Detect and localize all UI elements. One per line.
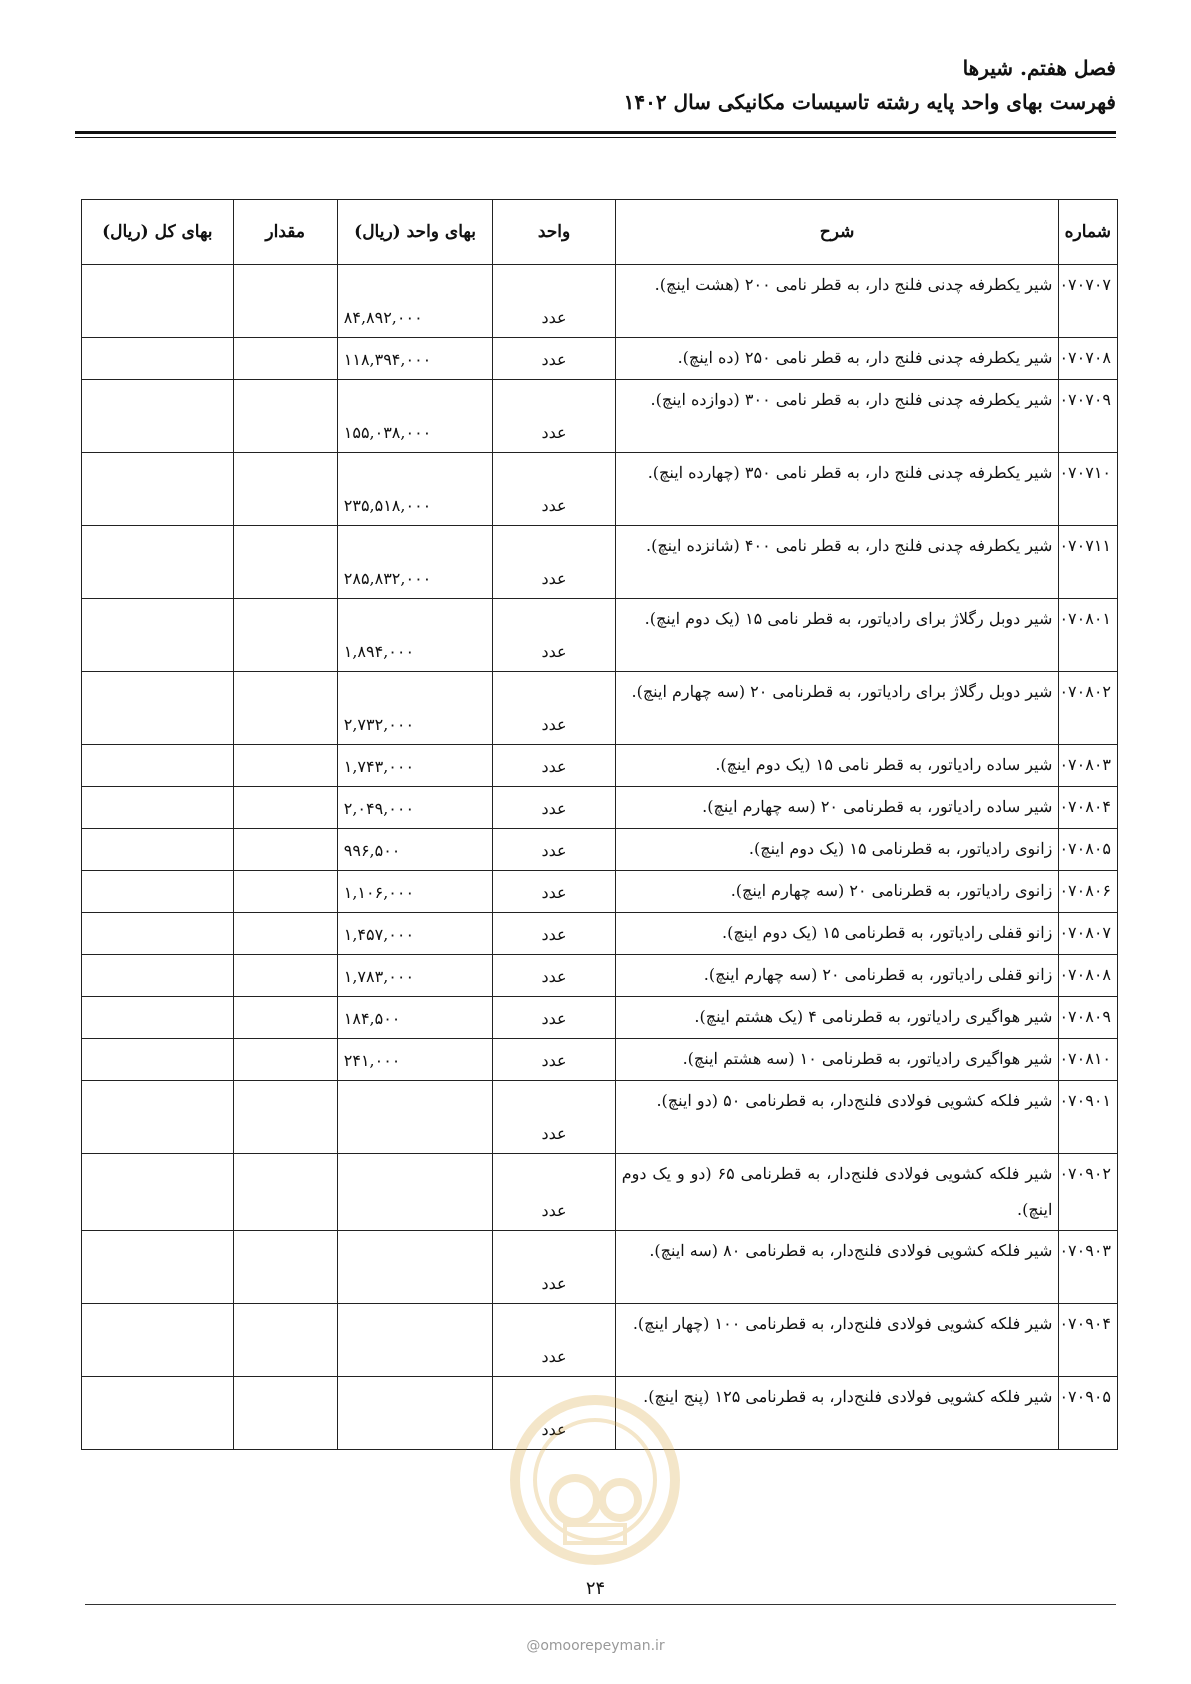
row-unit-price (337, 1154, 493, 1231)
row-quantity (233, 265, 337, 338)
row-description: شیر دوبل رگلاژ برای رادیاتور، به قطرنامی ۲۰ (سه چهارم اینچ). (615, 672, 1059, 745)
row-quantity (233, 1154, 337, 1231)
row-total-price (82, 599, 234, 672)
row-quantity (233, 1231, 337, 1304)
row-code: ۰۷۰۹۰۲ (1059, 1154, 1118, 1231)
row-quantity (233, 997, 337, 1039)
page-header (75, 56, 1116, 114)
row-code: ۰۷۰۷۱۰ (1059, 453, 1118, 526)
table-row (82, 672, 1118, 745)
row-code: ۰۷۰۸۰۳ (1059, 745, 1118, 787)
row-unit-price: ۲۸۵,۸۳۲,۰۰۰ (337, 526, 493, 599)
row-unit: عدد (493, 829, 615, 871)
row-quantity (233, 1377, 337, 1450)
header-code: شماره (1059, 200, 1118, 265)
header-rule-thin (75, 137, 1116, 138)
row-quantity (233, 599, 337, 672)
header-rule-thick (75, 131, 1116, 134)
row-unit-price: ۱,۷۴۳,۰۰۰ (337, 745, 493, 787)
row-description: شیر یکطرفه چدنی فلنج دار، به قطر نامی ۲۵۰ (ده اینچ). (615, 338, 1059, 380)
row-unit-price: ۱۱۸,۳۹۴,۰۰۰ (337, 338, 493, 380)
table-body (82, 265, 1118, 1450)
row-total-price (82, 338, 234, 380)
row-total-price (82, 745, 234, 787)
table-row (82, 526, 1118, 599)
row-unit-price: ۱,۴۵۷,۰۰۰ (337, 913, 493, 955)
row-quantity (233, 913, 337, 955)
header-quantity: مقدار (233, 200, 337, 265)
row-code: ۰۷۰۸۰۹ (1059, 997, 1118, 1039)
header-description: شرح (615, 200, 1059, 265)
header-total-price: بهای کل (ریال) (82, 200, 234, 265)
row-unit: عدد (493, 871, 615, 913)
table-row (82, 599, 1118, 672)
row-description: زانوی رادیاتور، به قطرنامی ۱۵ (یک دوم اینچ). (615, 829, 1059, 871)
row-description: شیر فلکه کشویی فولادی فلنج‌دار، به قطرنامی ۱۰۰ (چهار اینچ). (615, 1304, 1059, 1377)
row-unit: عدد (493, 997, 615, 1039)
row-unit-price: ۱۵۵,۰۳۸,۰۰۰ (337, 380, 493, 453)
row-unit: عدد (493, 380, 615, 453)
watermark-seal-icon (505, 1390, 685, 1570)
row-code: ۰۷۰۹۰۵ (1059, 1377, 1118, 1450)
row-unit: عدد (493, 955, 615, 997)
row-quantity (233, 338, 337, 380)
row-description: شیر یکطرفه چدنی فلنج دار، به قطر نامی ۳۵۰ (چهارده اینچ). (615, 453, 1059, 526)
row-unit: عدد (493, 1039, 615, 1081)
row-unit-price: ۱,۷۸۳,۰۰۰ (337, 955, 493, 997)
row-description: زانوی رادیاتور، به قطرنامی ۲۰ (سه چهارم اینچ). (615, 871, 1059, 913)
book-title: فهرست بهای واحد پایه رشته تاسیسات مکانیکی سال ۱۴۰۲ (623, 90, 1116, 114)
row-total-price (82, 871, 234, 913)
row-description: شیر ساده رادیاتور، به قطر نامی ۱۵ (یک دوم اینچ). (615, 745, 1059, 787)
row-unit: عدد (493, 338, 615, 380)
row-unit: عدد (493, 1377, 615, 1450)
row-unit: عدد (493, 265, 615, 338)
row-unit-price: ۸۴,۸۹۲,۰۰۰ (337, 265, 493, 338)
row-code: ۰۷۰۷۰۷ (1059, 265, 1118, 338)
row-unit-price: ۲۳۵,۵۱۸,۰۰۰ (337, 453, 493, 526)
row-code: ۰۷۰۸۰۵ (1059, 829, 1118, 871)
row-total-price (82, 955, 234, 997)
table-header-row (82, 200, 1118, 265)
row-quantity (233, 1304, 337, 1377)
page-number: ۲۴ (585, 1578, 606, 1599)
chapter-title: فصل هفتم. شیرها (962, 56, 1116, 80)
row-unit: عدد (493, 787, 615, 829)
row-quantity (233, 526, 337, 599)
row-total-price (82, 913, 234, 955)
row-unit-price (337, 1081, 493, 1154)
table-row (82, 265, 1118, 338)
row-unit-price: ۱۸۴,۵۰۰ (337, 997, 493, 1039)
table-row (82, 787, 1118, 829)
row-quantity (233, 672, 337, 745)
row-unit-price: ۱,۸۹۴,۰۰۰ (337, 599, 493, 672)
table-row (82, 955, 1118, 997)
row-unit-price (337, 1304, 493, 1377)
row-quantity (233, 955, 337, 997)
header-unit: واحد (493, 200, 615, 265)
table-row (82, 829, 1118, 871)
footer-rule (85, 1604, 1116, 1605)
row-total-price (82, 787, 234, 829)
row-code: ۰۷۰۸۰۶ (1059, 871, 1118, 913)
row-total-price (82, 1081, 234, 1154)
row-unit: عدد (493, 599, 615, 672)
row-total-price (82, 997, 234, 1039)
row-code: ۰۷۰۷۰۹ (1059, 380, 1118, 453)
row-code: ۰۷۰۷۰۸ (1059, 338, 1118, 380)
table-row (82, 913, 1118, 955)
row-unit-price: ۲,۷۳۲,۰۰۰ (337, 672, 493, 745)
table-row (82, 453, 1118, 526)
row-description: شیر یکطرفه چدنی فلنج دار، به قطر نامی ۳۰۰ (دوازده اینچ). (615, 380, 1059, 453)
table-row (82, 338, 1118, 380)
row-quantity (233, 1039, 337, 1081)
row-code: ۰۷۰۸۰۲ (1059, 672, 1118, 745)
row-total-price (82, 1154, 234, 1231)
row-unit: عدد (493, 672, 615, 745)
row-total-price (82, 1377, 234, 1450)
table-row (82, 1039, 1118, 1081)
table-row (82, 997, 1118, 1039)
row-quantity (233, 1081, 337, 1154)
row-description: شیر فلکه کشویی فولادی فلنج‌دار، به قطرنامی ۶۵ (دو و یک دوم اینچ). (615, 1154, 1059, 1231)
row-quantity (233, 453, 337, 526)
row-code: ۰۷۰۹۰۴ (1059, 1304, 1118, 1377)
table-row (82, 871, 1118, 913)
row-code: ۰۷۰۹۰۱ (1059, 1081, 1118, 1154)
row-description: شیر یکطرفه چدنی فلنج دار، به قطر نامی ۲۰۰ (هشت اینچ). (615, 265, 1059, 338)
row-description: شیر فلکه کشویی فولادی فلنج‌دار، به قطرنامی ۱۲۵ (پنج اینچ). (615, 1377, 1059, 1450)
row-unit-price: ۹۹۶,۵۰۰ (337, 829, 493, 871)
row-total-price (82, 1231, 234, 1304)
row-unit: عدد (493, 913, 615, 955)
row-unit-price (337, 1377, 493, 1450)
row-unit-price: ۲۴۱,۰۰۰ (337, 1039, 493, 1081)
row-unit-price (337, 1231, 493, 1304)
row-description: شیر هواگیری رادیاتور، به قطرنامی ۱۰ (سه هشتم اینچ). (615, 1039, 1059, 1081)
row-unit: عدد (493, 1154, 615, 1231)
row-quantity (233, 829, 337, 871)
price-table (81, 199, 1118, 1450)
row-code: ۰۷۰۹۰۳ (1059, 1231, 1118, 1304)
row-total-price (82, 1304, 234, 1377)
table-row (82, 1081, 1118, 1154)
table-row (82, 1231, 1118, 1304)
row-code: ۰۷۰۸۱۰ (1059, 1039, 1118, 1081)
row-quantity (233, 871, 337, 913)
row-quantity (233, 787, 337, 829)
row-description: شیر یکطرفه چدنی فلنج دار، به قطر نامی ۴۰۰ (شانزده اینچ). (615, 526, 1059, 599)
row-description: شیر ساده رادیاتور، به قطرنامی ۲۰ (سه چهارم اینچ). (615, 787, 1059, 829)
row-description: شیر فلکه کشویی فولادی فلنج‌دار، به قطرنامی ۸۰ (سه اینچ). (615, 1231, 1059, 1304)
row-total-price (82, 1039, 234, 1081)
row-code: ۰۷۰۸۰۷ (1059, 913, 1118, 955)
row-description: شیر فلکه کشویی فولادی فلنج‌دار، به قطرنامی ۵۰ (دو اینچ). (615, 1081, 1059, 1154)
row-description: زانو قفلی رادیاتور، به قطرنامی ۱۵ (یک دوم اینچ). (615, 913, 1059, 955)
row-total-price (82, 265, 234, 338)
row-description: شیر دوبل رگلاژ برای رادیاتور، به قطر نامی ۱۵ (یک دوم اینچ). (615, 599, 1059, 672)
table-row (82, 1154, 1118, 1231)
table-row (82, 380, 1118, 453)
row-unit: عدد (493, 745, 615, 787)
row-code: ۰۷۰۷۱۱ (1059, 526, 1118, 599)
row-unit: عدد (493, 453, 615, 526)
website-watermark: @omoorepeyman.ir (526, 1638, 665, 1654)
table-row (82, 1304, 1118, 1377)
row-unit: عدد (493, 1231, 615, 1304)
row-total-price (82, 829, 234, 871)
row-unit-price: ۲,۰۴۹,۰۰۰ (337, 787, 493, 829)
row-total-price (82, 672, 234, 745)
row-code: ۰۷۰۸۰۴ (1059, 787, 1118, 829)
row-unit: عدد (493, 526, 615, 599)
row-unit-price: ۱,۱۰۶,۰۰۰ (337, 871, 493, 913)
row-code: ۰۷۰۸۰۱ (1059, 599, 1118, 672)
row-total-price (82, 526, 234, 599)
row-unit: عدد (493, 1304, 615, 1377)
row-unit: عدد (493, 1081, 615, 1154)
header-unit-price: بهای واحد (ریال) (337, 200, 493, 265)
row-total-price (82, 380, 234, 453)
row-description: زانو قفلی رادیاتور، به قطرنامی ۲۰ (سه چهارم اینچ). (615, 955, 1059, 997)
row-quantity (233, 380, 337, 453)
row-code: ۰۷۰۸۰۸ (1059, 955, 1118, 997)
row-quantity (233, 745, 337, 787)
table-row (82, 745, 1118, 787)
row-description: شیر هواگیری رادیاتور، به قطرنامی ۴ (یک هشتم اینچ). (615, 997, 1059, 1039)
row-total-price (82, 453, 234, 526)
